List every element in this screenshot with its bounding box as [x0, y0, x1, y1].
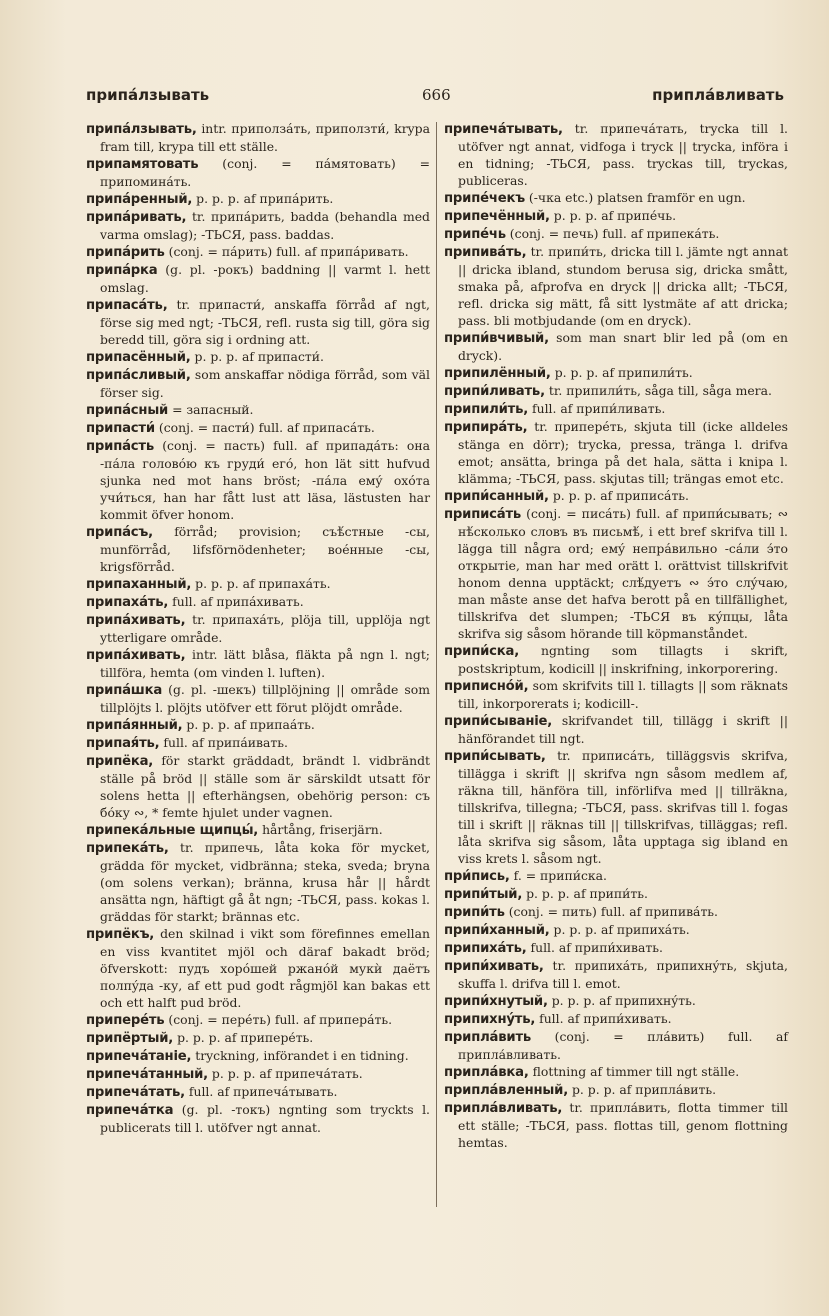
- entry-definition: den skilnad i vikt som förefinnes emellan en viss kvantitet mjöl och däraf bakadt bröd; öfverskott: пудъ хорóшей ржанóй мукѝ даётъ полпýда -ку, af ett pud godt rågmjöl kan bakas ett och ett halft pud bröd.: [100, 926, 430, 1010]
- dictionary-entry: [444, 867, 788, 885]
- entry-headword: припеча́таніе,: [86, 1049, 192, 1064]
- entry-definition: som skrifvits till l. tillagts || som räknats till, inkorporerats i; kodicill-.: [458, 678, 788, 711]
- entry-headword: припа́съ,: [86, 525, 153, 540]
- dictionary-entry: [86, 348, 430, 366]
- entry-headword: припи́ска,: [444, 644, 520, 659]
- entry-headword: припа́рить: [86, 245, 165, 260]
- entry-headword: припа́рка: [86, 263, 158, 278]
- entry-headword: припеча́тать,: [86, 1085, 185, 1100]
- dictionary-entry: [86, 1011, 430, 1029]
- entry-headword: припи́вчивый,: [444, 331, 549, 346]
- dictionary-entry: [444, 1063, 788, 1081]
- dictionary-entry: [86, 839, 430, 925]
- entry-definition: p. p. p. af припихнýть.: [551, 993, 696, 1008]
- entry-definition: (g. pl. -токъ) ngnting som tryckts l. publicerats till l. utöfver ngt annat.: [100, 1102, 430, 1135]
- dictionary-entry: [86, 1029, 430, 1047]
- dictionary-entry: [444, 642, 788, 677]
- dictionary-entry: [86, 437, 430, 523]
- entry-definition: p. p. p. af припáрить.: [196, 191, 334, 206]
- entry-headword: припили́ть,: [444, 402, 529, 417]
- entry-definition: (-чка etc.) platsen framför en ugn.: [528, 190, 746, 205]
- entry-headword: припе́чь: [444, 227, 506, 242]
- entry-headword: припа́шка: [86, 683, 163, 698]
- entry-headword: припа́сливый,: [86, 368, 191, 383]
- dictionary-entry: [86, 1065, 430, 1083]
- entry-definition: tr. приперéть, skjuta till (icke alldeles stänga en dörr); trycka, pressa, tränga l. drifva emot; ansätta, bringa på det hala, sätta i knipa l. klämma; -ТЬСЯ, pass. skjutas till; trängas emot etc.: [458, 419, 788, 486]
- entry-definition: (conj. = плáвить) full. af припла́вливать.: [458, 1029, 788, 1062]
- entry-definition: (conj. = печь) full. af припекáть.: [509, 226, 720, 241]
- entry-headword: приписа́ть: [444, 507, 522, 522]
- dictionary-entry: [444, 1028, 788, 1063]
- entry-definition: p. p. p. af припахáть.: [195, 576, 331, 591]
- entry-headword: припа́лзывать,: [86, 122, 197, 137]
- entry-headword: припеча́тка: [86, 1103, 174, 1118]
- entry-definition: tr. приписáть, tilläggsvis skrifva, tillägga i skrift || skrifva ngn såsom medlem af, räkna till, hänföra till, införlifva med || tillräkna, tillskrifva, tillegna; -ТЬСЯ, pass. skrifvas till l. fogas till i skrift || räknas till || tillskrifvas, tilläggas; refl. låta skrifva sig såsom, låta upptaga sig ibland en viss krets l. såsom ngt.: [458, 748, 788, 866]
- dictionary-entry: [444, 903, 788, 921]
- dictionary-entry: [86, 752, 430, 821]
- entry-definition: full. af припечáтывать.: [188, 1084, 338, 1099]
- page-header: [86, 86, 784, 108]
- entry-headword: припи́хивать,: [444, 959, 544, 974]
- dictionary-entry: [86, 925, 430, 1011]
- entry-headword: припечённый,: [444, 209, 550, 224]
- dictionary-entry: [86, 716, 430, 734]
- dictionary-entry: [86, 120, 430, 155]
- entry-definition: p. p. p. af припи́ть.: [526, 886, 648, 901]
- dictionary-entry: [444, 243, 788, 329]
- entry-headword: припи́хнутый,: [444, 994, 548, 1009]
- entry-headword: припи́тый,: [444, 887, 523, 902]
- entry-definition: full. af припи́хивать.: [539, 1011, 672, 1026]
- dictionary-entry: [86, 1047, 430, 1065]
- dictionary-entry: [444, 992, 788, 1010]
- dictionary-entry: [86, 261, 430, 296]
- entry-definition: som man snart blir led på (om en dryck).: [458, 330, 788, 363]
- dictionary-entry: [444, 921, 788, 939]
- entry-definition: p. p. p. af припечáтать.: [211, 1066, 363, 1081]
- entry-definition: p. p. p. af припе́чь.: [553, 208, 677, 223]
- entry-headword: припека́льные щипцы́,: [86, 823, 259, 838]
- dictionary-entry: [86, 1083, 430, 1101]
- dictionary-entry: [444, 677, 788, 712]
- entry-definition: (g. pl. -рокъ) baddning || varmt l. hett omslag.: [100, 262, 430, 295]
- dictionary-entry: [86, 681, 430, 716]
- entry-definition: intr. приползáть, приползти́, krypa fram till, krypa till ett ställe.: [100, 121, 430, 154]
- entry-headword: припасённый,: [86, 350, 191, 365]
- dictionary-entry: [444, 1010, 788, 1028]
- entry-definition: p. p. p. af припла́вить.: [571, 1082, 717, 1097]
- entry-definition: (conj. = пáмятовать) = припоминáть.: [100, 156, 430, 189]
- entry-headword: припа́сный: [86, 403, 169, 418]
- entry-headword: припёкъ,: [86, 927, 155, 942]
- dictionary-entry: [444, 364, 788, 382]
- entry-headword: припека́ть,: [86, 841, 169, 856]
- entry-headword: припла́вка,: [444, 1065, 529, 1080]
- dictionary-entry: [444, 505, 788, 642]
- entry-definition: p. p. p. af припили́ть.: [554, 365, 693, 380]
- entry-headword: припла́вить: [444, 1030, 532, 1045]
- entry-headword: припа́хивать,: [86, 648, 186, 663]
- entry-headword: припи́санный,: [444, 489, 549, 504]
- entry-headword: припи́сывать,: [444, 749, 546, 764]
- entry-headword: припасти́: [86, 421, 155, 436]
- entry-headword: при́пись,: [444, 869, 510, 884]
- dictionary-entry: [444, 382, 788, 400]
- dictionary-entry: [444, 418, 788, 487]
- left-running-headword: припа́лзывать: [86, 86, 210, 104]
- entry-headword: припла́вливать,: [444, 1101, 563, 1116]
- right-running-headword: припла́вливать: [652, 86, 784, 104]
- entry-definition: (conj. = пасти́) full. af припасáть.: [158, 420, 375, 435]
- entry-headword: припа́ривать,: [86, 210, 187, 225]
- dictionary-entry: [444, 329, 788, 364]
- entry-headword: припе́чекъ: [444, 191, 525, 206]
- entry-definition: f. = припи́ска.: [513, 868, 607, 883]
- entry-headword: припеча́танный,: [86, 1067, 208, 1082]
- entry-headword: припая́ть,: [86, 736, 160, 751]
- dictionary-entry: [86, 296, 430, 348]
- entry-definition: som anskaffar nödiga förråd, som väl förser sig.: [100, 367, 430, 400]
- entry-headword: припива́ть,: [444, 245, 527, 260]
- entry-headword: припиха́ть,: [444, 941, 527, 956]
- entry-definition: skrifvandet till, tillägg i skrift || hänförandet till ngt.: [458, 713, 788, 746]
- entry-definition: p. p. p. af припихáть.: [553, 922, 690, 937]
- entry-headword: припи́ть: [444, 905, 505, 920]
- dictionary-entry: [86, 611, 430, 646]
- entry-headword: припере́ть: [86, 1013, 165, 1028]
- entry-definition: tr. припáрить, badda (behandla med varma omslag); -ТЬСЯ, pass. baddas.: [100, 209, 430, 242]
- dictionary-entry: [444, 189, 788, 207]
- entry-headword: припира́ть,: [444, 420, 528, 435]
- entry-definition: full. af припáхивать.: [172, 594, 304, 609]
- entry-definition: full. af припи́хивать.: [530, 940, 663, 955]
- entry-definition: hårtång, friserjärn.: [262, 822, 383, 837]
- entry-definition: tr. припечáтать, trycka till l. utöfver ngt annat, vidfoga i tryck || trycka, införa i en tidning; -ТЬСЯ, pass. tryckas till, tryckas, publiceras.: [458, 121, 788, 188]
- entry-headword: припа́янный,: [86, 718, 183, 733]
- dictionary-entry: [86, 190, 430, 208]
- entry-definition: (conj. = перéть) full. af приперáть.: [168, 1012, 393, 1027]
- dictionary-entry: [444, 1081, 788, 1099]
- entry-definition: intr. lätt blåsa, fläkta på ngn l. ngt; tillföra, hemta (om vinden l. luften).: [100, 647, 430, 680]
- entry-headword: припамятовать: [86, 157, 199, 172]
- dictionary-entry: [86, 593, 430, 611]
- entry-definition: (conj. = писáть) full. af припи́сывать; ∾ нѣ́сколько словъ въ письмѣ́, i ett bref skrifva till l. lägga till några ord; емý непрáвильно -сáли э́то открытіе, man har med orätt l. orättvist tillskrifvit honom denna upptäckt; слѣ́дуетъ ∾ э́то слýчаю, man måste anse det hafva berott på en tillfällighet, tillskrifva det slumpen; -ТЬСЯ въ кýпцы, låta skrifva sig såsom hörande till köpmanståndet.: [458, 506, 788, 641]
- entry-headword: припа́сть: [86, 439, 155, 454]
- dictionary-entry: [444, 1099, 788, 1151]
- entry-headword: припа́ренный,: [86, 192, 193, 207]
- entry-definition: p. p. p. af припере́ть.: [177, 1030, 314, 1045]
- entry-headword: припеча́тывать,: [444, 122, 563, 137]
- entry-definition: tryckning, införandet i en tidning.: [195, 1048, 409, 1063]
- dictionary-entry: [86, 366, 430, 401]
- entry-definition: ngnting som tillagts i skrift, postskriptum, kodicill || inskrifning, inkorporering.: [458, 643, 788, 676]
- dictionary-entry: [444, 487, 788, 505]
- dictionary-entry: [86, 208, 430, 243]
- dictionary-entry: [86, 734, 430, 752]
- entry-definition: full. af припáивать.: [163, 735, 288, 750]
- dictionary-entry: [444, 225, 788, 243]
- dictionary-entry: [444, 400, 788, 418]
- entry-headword: припи́ханный,: [444, 923, 550, 938]
- entry-headword: припихну́ть,: [444, 1012, 536, 1027]
- left-column: [86, 120, 430, 1136]
- dictionary-entry: [86, 243, 430, 261]
- entry-definition: p. p. p. af приписáть.: [552, 488, 689, 503]
- column-divider: [436, 122, 437, 1207]
- entry-definition: tr. припечь, låta koka för mycket, grädda för mycket, vidbränna; steka, sveda; bryna (om solens verkan); bränna, krusa hår || hårdt ansätta ngn, häftigt gå åt ngn; -ТЬСЯ, pass. kokas l. gräddas för starkt; brännas etc.: [100, 840, 430, 924]
- entry-definition: tr. припасти́, anskaffa förråd af ngt, förse sig med ngt; -ТЬСЯ, refl. rusta sig till, göra sig beredd till, göra sig i ordning att.: [100, 297, 430, 347]
- dictionary-entry: [86, 155, 430, 190]
- entry-headword: припла́вленный,: [444, 1083, 569, 1098]
- entry-definition: = запасный.: [172, 402, 254, 417]
- entry-headword: припа́хивать,: [86, 613, 186, 628]
- entry-definition: p. p. p. af припаáть.: [186, 717, 315, 732]
- dictionary-entry: [86, 523, 430, 575]
- dictionary-entry: [444, 747, 788, 867]
- entry-definition: tr. припихáть, припихнýть, skjuta, skuffa l. drifva till l. emot.: [458, 958, 788, 991]
- entry-headword: припаханный,: [86, 577, 192, 592]
- entry-definition: (conj. = пить) full. af припивáть.: [508, 904, 718, 919]
- entry-definition: (g. pl. -шекъ) tillplöjning || område som tillplöjts l. plöjts utöfver ett förut plöjdt område.: [100, 682, 430, 715]
- entry-definition: tr. припили́ть, såga till, såga mera.: [548, 383, 772, 398]
- dictionary-entry: [444, 957, 788, 992]
- dictionary-entry: [444, 885, 788, 903]
- dictionary-entry: [444, 207, 788, 225]
- dictionary-entry: [86, 821, 430, 839]
- entry-definition: p. p. p. af припасти́.: [194, 349, 324, 364]
- entry-definition: tr. припахáть, plöja till, upplöja ngt ytterligare område.: [100, 612, 430, 645]
- entry-headword: припёртый,: [86, 1031, 174, 1046]
- entry-definition: flottning af timmer till ngt ställe.: [532, 1064, 740, 1079]
- dictionary-entry: [444, 120, 788, 189]
- entry-definition: för starkt gräddadt, brändt l. vidbrändt ställe på bröd || ställe som är särskildt utsatt för solens hetta || efterhängsen, obehörig person: съ бóку ∾, * femte hjulet under vagnen.: [100, 753, 430, 820]
- entry-definition: förråd; provision; съѣ́стные -сы, munförråd, lifsförnödenheter; воéнные -сы, krigsförråd.: [100, 524, 430, 574]
- dictionary-entry: [86, 1101, 430, 1136]
- dictionary-entry: [86, 575, 430, 593]
- entry-headword: припи́ливать,: [444, 384, 545, 399]
- entry-headword: припаха́ть,: [86, 595, 169, 610]
- dictionary-entry: [444, 939, 788, 957]
- dictionary-entry: [86, 419, 430, 437]
- entry-headword: припёка,: [86, 754, 154, 769]
- dictionary-entry: [444, 712, 788, 747]
- right-column: [444, 120, 788, 1151]
- entry-definition: full. af припи́ливать.: [532, 401, 666, 416]
- page-number: 666: [422, 86, 451, 104]
- entry-definition: (conj. = пасть) full. af припадáть: она -пáла головóю къ груди́ егó, hon lät sitt hufvud sjunka ned mot hans bröst; -пáла емý охóта учи́ться, han har fått lust att läsa, lästusten har kommit öfver honom.: [100, 438, 430, 522]
- entry-definition: (conj. = пáрить) full. af припáривать.: [168, 244, 409, 259]
- dictionary-entry: [86, 646, 430, 681]
- dictionary-entry: [86, 401, 430, 419]
- entry-headword: припилённый,: [444, 366, 551, 381]
- entry-headword: приписно́й,: [444, 679, 529, 694]
- entry-headword: припаса́ть,: [86, 298, 168, 313]
- entry-definition: tr. припи́ть, dricka till l. jämte ngt annat || dricka ibland, stundom berusa sig, dricka smått, smaka på, afprofva en dryck || dricka allt; -ТЬСЯ, refl. dricka sig mätt, få sitt lystmäte af att dricka; pass. bli motbjudande (om en dryck).: [458, 244, 788, 328]
- entry-definition: tr. припла́вить, flotta timmer till ett ställe; -ТЬСЯ, pass. flottas till, genom flottning hemtas.: [458, 1100, 788, 1150]
- entry-headword: припи́сываніе,: [444, 714, 553, 729]
